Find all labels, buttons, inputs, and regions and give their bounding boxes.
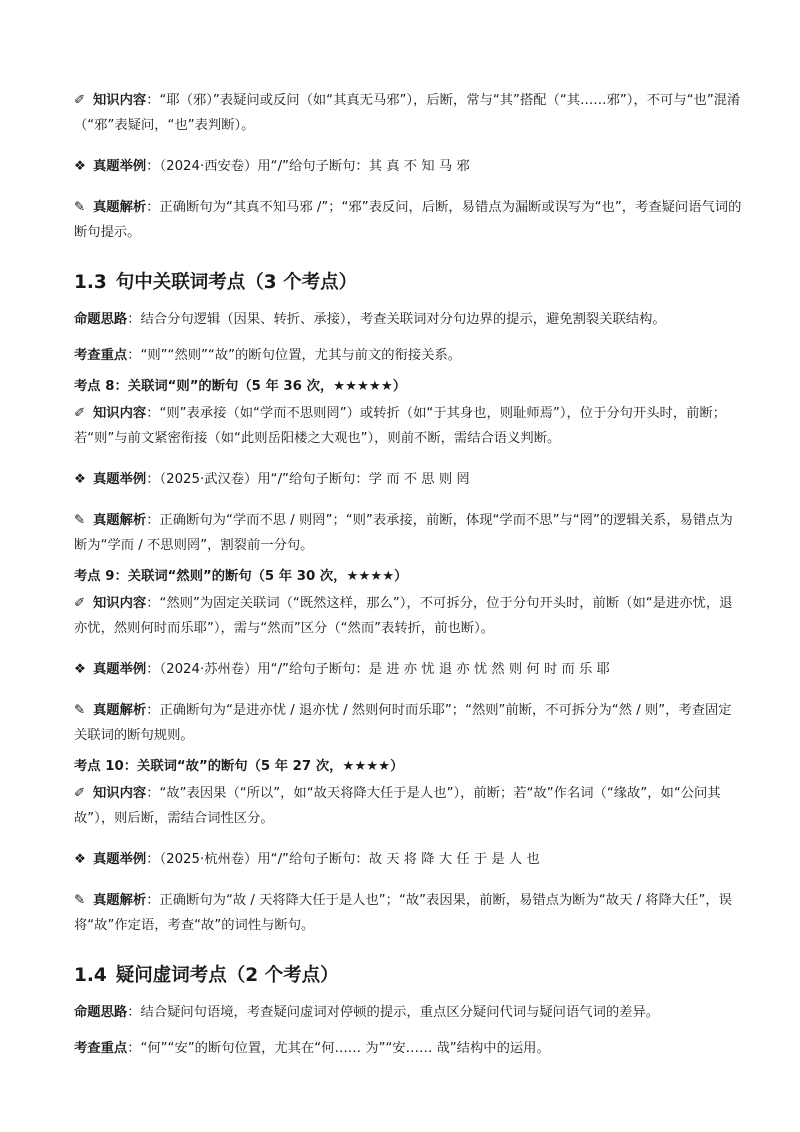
- analysis-text: 正确断句为“故 / 天将降大任于是人也”；“故”表因果，前断，易错点为断为“故天 / 将降大任”，误将“故”作定语，考查“故”的词性与断句。: [74, 893, 732, 933]
- clip-icon: ✎: [74, 893, 86, 908]
- pencil-icon: ✐: [74, 406, 86, 421]
- focus-text: “则”“然则”“故”的断句位置，尤其与前文的衔接关系。: [140, 348, 462, 363]
- knowledge-text: “耶（邪）”表疑问或反问（如“其真无马邪”），后断，常与“其”搭配（“其……邪”），不可与“也”混淆（“邪”表疑问，“也”表判断）。: [74, 93, 741, 133]
- analysis-paragraph: ✎ 真题解析：正确断句为“其真不知马邪 /”；“邪”表反问，后断，易错点为漏断或误写为“也”，考查疑问语气词的断句提示。: [74, 195, 744, 245]
- diamond-icon: ❖: [74, 472, 86, 487]
- knowledge-label: 知识内容: [93, 93, 147, 108]
- pencil-icon: ✐: [74, 93, 86, 108]
- diamond-icon: ❖: [74, 159, 86, 174]
- clip-icon: ✎: [74, 703, 86, 718]
- analysis-label: 真题解析: [93, 513, 147, 528]
- focus-label: 考查重点: [74, 348, 128, 363]
- section-title: 疑问虚词考点（2 个考点）: [115, 965, 339, 986]
- section-heading: [74, 269, 744, 297]
- knowledge-text: “则”表承接（如“学而不思则罔”）或转折（如“于其身也，则耻师焉”），位于分句开头时，前断；若“则”与前文紧密衔接（如“此则岳阳楼之大观也”），则前不断，需结合语义判断。: [74, 406, 727, 446]
- knowledge-label: 知识内容: [93, 786, 147, 801]
- example-paragraph: ❖ 真题举例：（2025·杭州卷）用“/”给句子断句：故 天 将 降 大 任 于 是 人 也: [74, 847, 744, 872]
- knowledge-paragraph: ✐ 知识内容：“则”表承接（如“学而不思则罔”）或转折（如“于其身也，则耻师焉”），位于分句开头时，前断；若“则”与前文紧密衔接（如“此则岳阳楼之大观也”），则前不断，需结合语义判断。: [74, 401, 744, 451]
- analysis-text: 正确断句为“其真不知马邪 /”；“邪”表反问，后断，易错点为漏断或误写为“也”，考查疑问语气词的断句提示。: [74, 200, 742, 240]
- example-label: 真题举例: [93, 159, 147, 174]
- example-text: （2024·苏州卷）用“/”给句子断句：是 进 亦 忧 退 亦 忧 然 则 何 时 而 乐 耶: [159, 662, 610, 677]
- knowledge-label: 知识内容: [93, 596, 147, 611]
- focus-paragraph: 考查重点：“何”“安”的断句位置，尤其在“何…… 为”“安…… 哉”结构中的运用。: [74, 1041, 550, 1056]
- idea-text: 结合疑问句语境，考查疑问虚词对停顿的提示，重点区分疑问代词与疑问语气词的差异。: [140, 1005, 660, 1020]
- example-paragraph: ❖ 真题举例：（2024·西安卷）用“/”给句子断句：其 真 不 知 马 邪: [74, 154, 744, 179]
- focus-paragraph: 考查重点：“则”“然则”“故”的断句位置，尤其与前文的衔接关系。: [74, 348, 462, 363]
- analysis-label: 真题解析: [93, 703, 147, 718]
- example-label: 真题举例: [93, 472, 147, 487]
- idea-text: 结合分句逻辑（因果、转折、承接），考查关联词对分句边界的提示，避免割裂关联结构。: [140, 312, 666, 327]
- analysis-text: 正确断句为“是进亦忧 / 退亦忧 / 然则何时而乐耶”；“然则”前断，不可拆分为“然 / 则”，考查固定关联词的断句规则。: [74, 703, 732, 743]
- analysis-paragraph: ✎ 真题解析：正确断句为“故 / 天将降大任于是人也”；“故”表因果，前断，易错点为断为“故天 / 将降大任”，误将“故”作定语，考查“故”的词性与断句。: [74, 888, 744, 938]
- focus-label: 考查重点: [74, 1041, 128, 1056]
- example-label: 真题举例: [93, 662, 147, 677]
- knowledge-label: 知识内容: [93, 406, 147, 421]
- knowledge-paragraph: ✐ 知识内容：“耶（邪）”表疑问或反问（如“其真无马邪”），后断，常与“其”搭配（“其……邪”），不可与“也”混淆（“邪”表疑问，“也”表判断）。: [74, 88, 744, 138]
- section-number: 1.4: [74, 965, 107, 986]
- example-paragraph: ❖ 真题举例：（2025·武汉卷）用“/”给句子断句：学 而 不 思 则 罔: [74, 467, 744, 492]
- idea-label: 命题思路: [74, 312, 128, 327]
- kp-heading: 考点 8：关联词“则”的断句（5 年 36 次，★★★★★）: [74, 379, 407, 394]
- example-label: 真题举例: [93, 852, 147, 867]
- document-page: [74, 88, 744, 1061]
- idea-paragraph: 命题思路：结合疑问句语境，考查疑问虚词对停顿的提示，重点区分疑问代词与疑问语气词的差异。: [74, 1005, 660, 1020]
- analysis-paragraph: ✎ 真题解析：正确断句为“是进亦忧 / 退亦忧 / 然则何时而乐耶”；“然则”前断，不可拆分为“然 / 则”，考查固定关联词的断句规则。: [74, 698, 744, 748]
- knowledge-paragraph: ✐ 知识内容：“然则”为固定关联词（“既然这样，那么”），不可拆分，位于分句开头时，前断（如“是进亦忧，退亦忧，然则何时而乐耶”），需与“然而”区分（“然而”表转折，前也断）。: [74, 591, 744, 641]
- analysis-paragraph: ✎ 真题解析：正确断句为“学而不思 / 则罔”；“则”表承接，前断，体现“学而不思”与“罔”的逻辑关系，易错点为断为“学而 / 不思则罔”，割裂前一分句。: [74, 508, 744, 558]
- section-heading: [74, 962, 744, 990]
- section-title: 句中关联词考点（3 个考点）: [115, 272, 358, 293]
- idea-paragraph: 命题思路：结合分句逻辑（因果、转折、承接），考查关联词对分句边界的提示，避免割裂关联结构。: [74, 312, 666, 327]
- analysis-text: 正确断句为“学而不思 / 则罔”；“则”表承接，前断，体现“学而不思”与“罔”的逻辑关系，易错点为断为“学而 / 不思则罔”，割裂前一分句。: [74, 513, 733, 553]
- example-text: （2025·杭州卷）用“/”给句子断句：故 天 将 降 大 任 于 是 人 也: [159, 852, 540, 867]
- idea-label: 命题思路: [74, 1005, 128, 1020]
- clip-icon: ✎: [74, 200, 86, 215]
- example-text: （2025·武汉卷）用“/”给句子断句：学 而 不 思 则 罔: [159, 472, 470, 487]
- kp-heading: 考点 9：关联词“然则”的断句（5 年 30 次，★★★★）: [74, 569, 408, 584]
- example-text: （2024·西安卷）用“/”给句子断句：其 真 不 知 马 邪: [159, 159, 470, 174]
- example-paragraph: ❖ 真题举例：（2024·苏州卷）用“/”给句子断句：是 进 亦 忧 退 亦 忧 然 则 何 时 而 乐 耶: [74, 657, 744, 682]
- clip-icon: ✎: [74, 513, 86, 528]
- knowledge-paragraph: ✐ 知识内容：“故”表因果（“所以”，如“故天将降大任于是人也”），前断；若“故”作名词（“缘故”，如“公问其故”），则后断，需结合词性区分。: [74, 781, 744, 831]
- pencil-icon: ✐: [74, 786, 86, 801]
- diamond-icon: ❖: [74, 662, 86, 677]
- focus-text: “何”“安”的断句位置，尤其在“何…… 为”“安…… 哉”结构中的运用。: [140, 1041, 550, 1056]
- pencil-icon: ✐: [74, 596, 86, 611]
- kp-heading: 考点 10：关联词“故”的断句（5 年 27 次，★★★★）: [74, 759, 404, 774]
- analysis-label: 真题解析: [93, 200, 147, 215]
- knowledge-text: “故”表因果（“所以”，如“故天将降大任于是人也”），前断；若“故”作名词（“缘故”，如“公问其故”），则后断，需结合词性区分。: [74, 786, 721, 826]
- diamond-icon: ❖: [74, 852, 86, 867]
- knowledge-text: “然则”为固定关联词（“既然这样，那么”），不可拆分，位于分句开头时，前断（如“是进亦忧，退亦忧，然则何时而乐耶”），需与“然而”区分（“然而”表转折，前也断）。: [74, 596, 733, 636]
- section-number: 1.3: [74, 272, 107, 293]
- analysis-label: 真题解析: [93, 893, 147, 908]
